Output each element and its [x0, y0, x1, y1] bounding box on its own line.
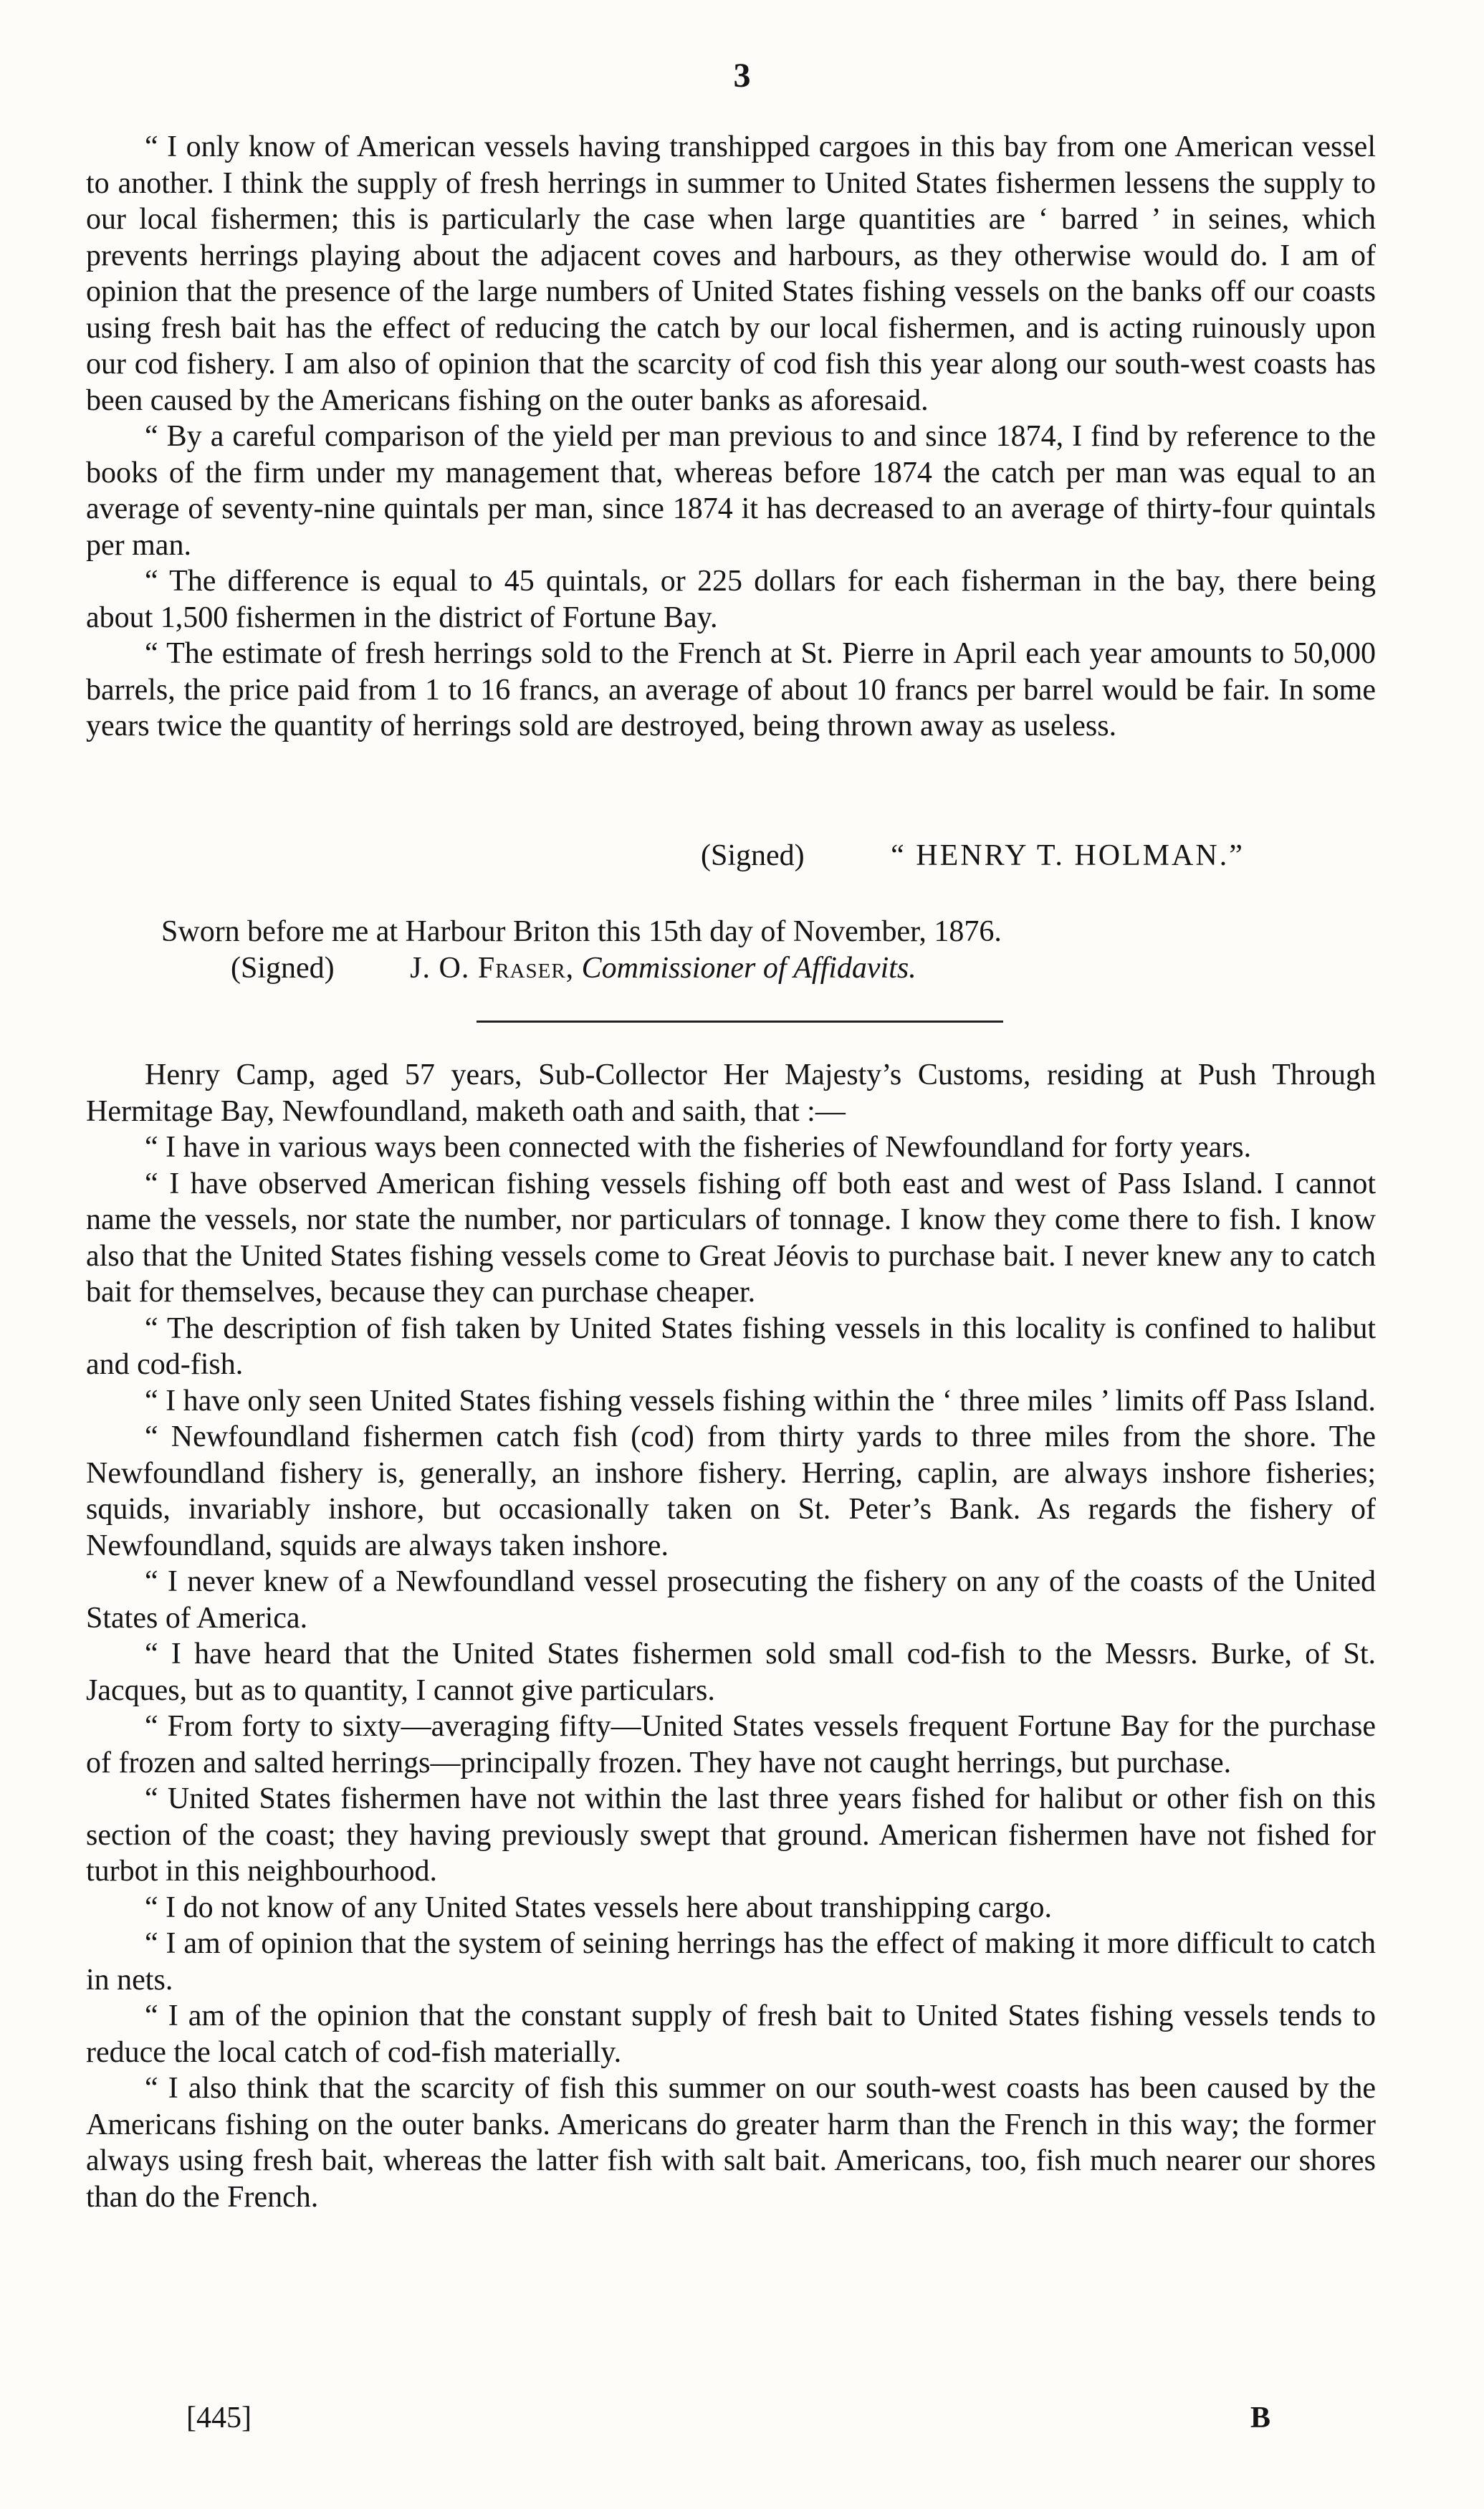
- testimony-paragraph: “ The estimate of fresh herrings sold to the French at St. Pierre in April each year amounts to 50,000 barrels, the price paid from 1 to 16 francs, an average of about 10 francs per barrel would be fair. In some years twice the quantity of herrings sold are destroyed, being thrown away as useless.: [86, 637, 1376, 742]
- section-divider: [477, 1021, 1003, 1023]
- signed-label: (Signed): [701, 839, 805, 872]
- testimony-paragraph: Henry Camp, aged 57 years, Sub-Collector Her Majesty’s Customs, residing at Push Through Hermitage Bay, Newfoundland, maketh oath and saith, that :—: [86, 1058, 1376, 1128]
- testimony-paragraph: “ The difference is equal to 45 quintals, or 225 dollars for each fisherman in the bay, there being about 1,500 fishermen in the district of Fortune Bay.: [86, 565, 1376, 634]
- commissioner-title: Commissioner of Affidavits.: [581, 951, 916, 985]
- testimony-paragraph: “ United States fishermen have not within the last three years fished for halibut or other fish on this section of the coast; they having previously swept that ground. American fishermen have not fished for turbot in this neighbourhood.: [86, 1782, 1376, 1888]
- document-number: [445]: [186, 2402, 252, 2434]
- signature-mark: B: [1250, 2402, 1271, 2434]
- commissioner-name: J. O. Fraser,: [410, 951, 575, 985]
- holman-signature: [701, 838, 1245, 873]
- testimony-paragraph: “ I am of the opinion that the constant supply of fresh bait to United States fishing vessels tends to reduce the local catch of cod-fish materially.: [86, 1999, 1376, 2069]
- testimony-paragraph: “ I have in various ways been connected with the fisheries of Newfoundland for forty years.: [145, 1131, 1252, 1164]
- testimony-paragraph: “ I am of opinion that the system of seining herrings has the effect of making it more difficult to catch in nets.: [86, 1927, 1376, 1997]
- signed-label: (Signed): [231, 951, 335, 985]
- testimony-paragraph: “ The description of fish taken by United States fishing vessels in this locality is confined to halibut and cod-fish.: [86, 1311, 1376, 1381]
- testimony-paragraph: “ I do not know of any United States vessels here about transhipping cargo.: [145, 1891, 1052, 1924]
- testimony-paragraph: “ I also think that the scarcity of fish this summer on our south-west coasts has been caused by the Americans fishing on the outer banks. Americans do greater harm than the French in this way; the former always using fresh bait, whereas the latter fish with salt bait. Americans, too, fish much nearer our shores than do the French.: [86, 2072, 1376, 2214]
- testimony-paragraph: “ I have only seen United States fishing vessels fishing within the ‘ three miles ’ limits off Pass Island.: [145, 1384, 1376, 1418]
- testimony-paragraph: “ From forty to sixty—averaging fifty—United States vessels frequent Fortune Bay for the purchase of frozen and salted herrings—principally frozen. They have not caught herrings, but purchase.: [86, 1710, 1376, 1779]
- commissioner-line: [161, 950, 1002, 987]
- testimony-paragraph: “ By a careful comparison of the yield per man previous to and since 1874, I find by reference to the books of the firm under my management that, whereas before 1874 the catch per man was equal to an average of seventy-nine quintals per man, since 1874 it has decreased to an average of thirty-four quintals per man.: [86, 420, 1376, 562]
- testimony-paragraph: “ I never knew of a Newfoundland vessel prosecuting the fishery on any of the coasts of the United States of America.: [86, 1565, 1376, 1635]
- holman-testimony: [86, 129, 1376, 745]
- camp-testimony: [86, 1057, 1376, 2215]
- testimony-paragraph: “ I only know of American vessels having transhipped cargoes in this bay from one American vessel to another. I think the supply of fresh herrings in summer to United States fishermen lessens the supply to our local fishermen; this is particularly the case when large quantities are ‘ barred ’ in seines, which prevents herrings playing about the adjacent coves and harbours, as they otherwise would do. I am of opinion that the presence of the large numbers of United States fishing vessels on the banks off our coasts using fresh bait has the effect of reducing the catch by our local fishermen, and is acting ruinously upon our cod fishery. I am also of opinion that the scarcity of cod fish this year along our south-west coasts has been caused by the Americans fishing on the outer banks as aforesaid.: [86, 130, 1376, 417]
- page-number: 3: [733, 57, 751, 95]
- testimony-paragraph: “ I have heard that the United States fishermen sold small cod-fish to the Messrs. Burke, of St. Jacques, but as to quantity, I cannot give particulars.: [86, 1638, 1376, 1707]
- sworn-line: Sworn before me at Harbour Briton this 15th day of November, 1876.: [161, 915, 1002, 948]
- testimony-paragraph: “ Newfoundland fishermen catch fish (cod) from thirty yards to three miles from the shore. The Newfoundland fishery is, generally, an inshore fishery. Herring, caplin, are always inshore fisheries; squids, invariably inshore, but occasionally taken on St. Peter’s Bank. As regards the fishery of Newfoundland, squids are always taken inshore.: [86, 1420, 1376, 1562]
- sworn-statement: [161, 914, 1002, 986]
- signatory-name: “ HENRY T. HOLMAN.”: [891, 839, 1245, 872]
- testimony-paragraph: “ I have observed American fishing vessels fishing off both east and west of Pass Island. I cannot name the vessels, nor state the number, nor particulars of tonnage. I know they come there to fish. I know also that the United States fishing vessels come to Great Jéovis to purchase bait. I never knew any to catch bait for themselves, because they can purchase cheaper.: [86, 1167, 1376, 1309]
